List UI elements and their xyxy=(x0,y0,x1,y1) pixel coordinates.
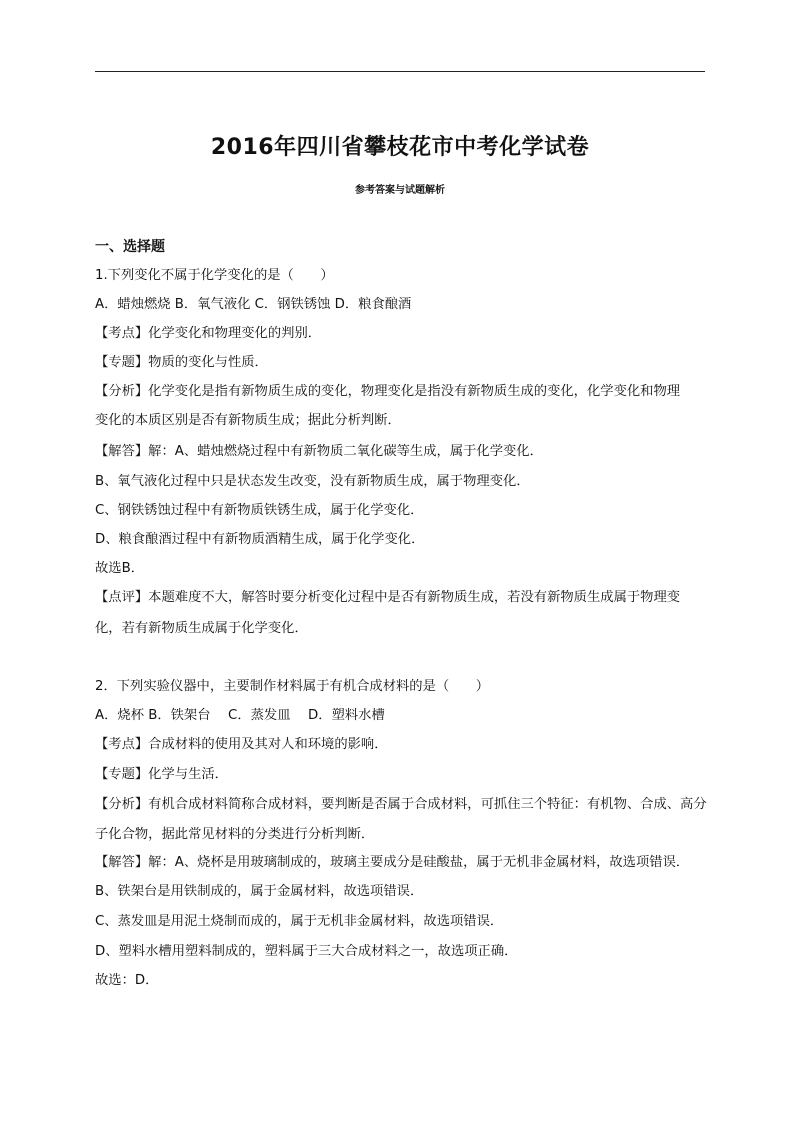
section-heading: 一、选择题 xyxy=(95,239,165,255)
question-1-kaodian: 【考点】化学变化和物理变化的判别． xyxy=(95,326,322,341)
question-2-solution-c: C、蒸发皿是用泥土烧制而成的，属于无机非金属材料，故选项错误． xyxy=(95,914,504,929)
question-1-options: A．蜡烛燃烧 B．氧气液化 C．钢铁锈蚀 D．粮食酿酒 xyxy=(95,297,412,312)
question-2-analysis-line-2: 子化合物，据此常见材料的分类进行分析判断． xyxy=(95,827,375,842)
question-1-stem: 1.下列变化不属于化学变化的是（ ） xyxy=(95,268,334,283)
question-1-solution-c: C、钢铁锈蚀过程中有新物质铁锈生成，属于化学变化． xyxy=(95,503,424,518)
question-2-stem: 2．下列实验仪器中，主要制作材料属于有机合成材料的是（ ） xyxy=(95,679,490,694)
question-1-zhuanti: 【专题】物质的变化与性质． xyxy=(95,355,268,370)
question-1-analysis-line-1: 【分析】化学变化是指有新物质生成的变化，物理变化是指没有新物质生成的变化，化学变化和物理 xyxy=(95,384,681,399)
question-2-answer: 故选：D． xyxy=(95,973,159,988)
question-2-solution-d: D、塑料水槽用塑料制成的，塑料属于三大合成材料之一，故选项正确． xyxy=(95,944,518,959)
question-1-solution-a: 【解答】解：A、蜡烛燃烧过程中有新物质二氧化碳等生成，属于化学变化． xyxy=(95,444,543,459)
question-2-zhuanti: 【专题】化学与生活． xyxy=(95,767,228,782)
question-1-analysis-line-2: 变化的本质区别是否有新物质生成；据此分析判断． xyxy=(95,413,401,428)
question-2-options: A．烧杯 B．铁架台 C．蒸发皿 D．塑料水槽 xyxy=(95,708,385,723)
header-rule xyxy=(95,71,705,72)
question-2-kaodian: 【考点】合成材料的使用及其对人和环境的影响． xyxy=(95,737,388,752)
document-subtitle: 参考答案与试题解析 xyxy=(355,185,445,196)
question-2-analysis-line-1: 【分析】有机合成材料简称合成材料，要判断是否属于合成材料，可抓住三个特征：有机物、合成、高分 xyxy=(95,797,707,812)
question-1-solution-d: D、粮食酿酒过程中有新物质酒精生成，属于化学变化． xyxy=(95,532,425,547)
document-title: 2016年四川省攀枝花市中考化学试卷 xyxy=(210,135,590,160)
question-2-solution-b: B、铁架台是用铁制成的，属于金属材料，故选项错误． xyxy=(95,884,424,899)
question-1-answer: 故选B． xyxy=(95,561,145,576)
question-1-comment-line-2: 化，若有新物质生成属于化学变化． xyxy=(95,621,308,636)
question-1-solution-b: B、氧气液化过程中只是状态发生改变，没有新物质生成，属于物理变化． xyxy=(95,474,530,489)
question-1-comment-line-1: 【点评】本题难度不大，解答时要分析变化过程中是否有新物质生成，若没有新物质生成属于物理变 xyxy=(95,590,681,605)
question-2-solution-a: 【解答】解：A、烧杯是用玻璃制成的，玻璃主要成分是硅酸盐，属于无机非金属材料，故选项错误． xyxy=(95,855,690,870)
